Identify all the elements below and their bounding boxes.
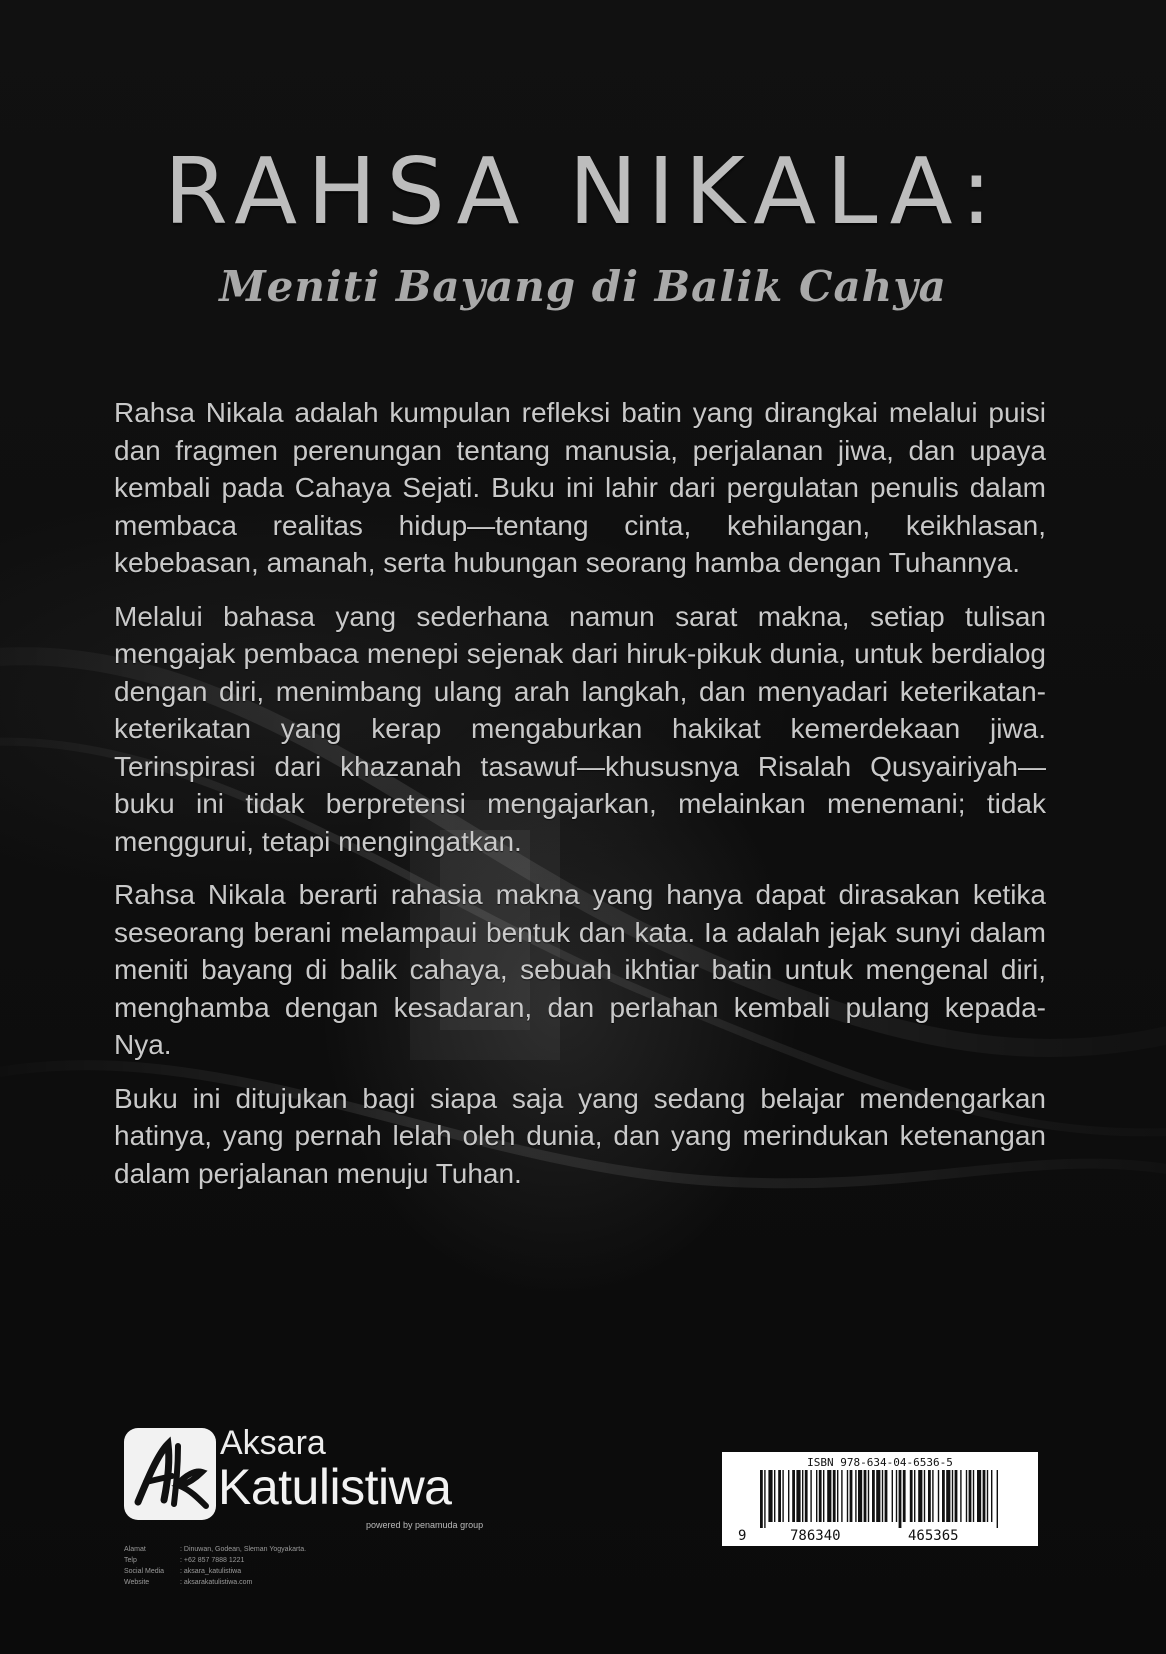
publisher-name-line1: Aksara	[220, 1424, 326, 1462]
contact-label: Social Media	[124, 1568, 165, 1575]
barcode-bars	[760, 1470, 1000, 1528]
blurb-paragraph: Rahsa Nikala berarti rahasia makna yang hanya dapat dirasakan ketika seseorang berani melampaui bentuk dan kata. Ia adalah jejak sunyi dalam meniti bayang di balik cahaya, sebuah ikhtiar batin untuk mengenal diri, menghamba dengan kesadaran, dan perlahan kembali pulang kepada-Nya.	[114, 879, 1046, 1060]
blurb-paragraph: Rahsa Nikala adalah kumpulan refleksi batin yang dirangkai melalui puisi dan fragmen perenungan tentang manusia, perjalanan jiwa, dan upaya kembali pada Cahaya Sejati. Buku ini lahir dari pergulatan penulis dalam membaca realitas hidup—tentang cinta, kehilangan, keikhlasan, kebebasan, amanah, serta hubungan seorang hamba dengan Tuhannya.	[114, 397, 1046, 578]
publisher-contact	[124, 1544, 306, 1588]
back-cover-blurb	[114, 394, 1046, 1208]
barcode-digit-first: 9	[738, 1528, 747, 1544]
barcode-digit-group1: 786340	[790, 1528, 841, 1544]
publisher-tagline: powered by penamuda group	[366, 1520, 484, 1530]
blurb-paragraph: Melalui bahasa yang sederhana namun sarat makna, setiap tulisan mengajak pembaca menepi sejenak dari hiruk-pikuk dunia, untuk berdialog dengan diri, menimbang ulang arah langkah, dan menyadari keterikatan-keterikatan yang kerap mengaburkan hakikat kemerdekaan jiwa. Terinspirasi dari khazanah tasawuf—khususnya Risalah Qusyairiyah—buku ini tidak berpretensi mengajarkan, melainkan menemani; tidak menggurui, tetapi mengingatkan.	[114, 600, 1046, 857]
contact-label: Alamat	[124, 1546, 146, 1553]
contact-row	[124, 1544, 306, 1555]
contact-value: : aksarakatulistiwa.com	[180, 1579, 253, 1586]
contact-row	[124, 1577, 306, 1588]
contact-value: : +62 857 7888 1221	[180, 1557, 245, 1564]
book-subtitle: Meniti Bayang di Balik Cahya	[219, 262, 947, 311]
isbn-label: ISBN 978-634-04-6536-5	[807, 1456, 953, 1469]
contact-row	[124, 1555, 306, 1566]
publisher-name-line2: Katulistiwa	[218, 1459, 452, 1515]
publisher-block	[124, 1424, 504, 1628]
contact-value: : Dinuwan, Godean, Sleman Yogyakarta.	[180, 1546, 307, 1553]
contact-value: : aksara_katulistiwa	[180, 1568, 242, 1575]
blurb-paragraph: Buku ini ditujukan bagi siapa saja yang sedang belajar mendengarkan hatinya, yang pernah lelah oleh dunia, dan yang merindukan ketenangan dalam perjalanan menuju Tuhan.	[114, 1082, 1046, 1189]
contact-label: Telp	[124, 1557, 137, 1564]
publisher-logo-icon	[124, 1428, 216, 1520]
barcode-digits	[722, 1528, 1038, 1544]
barcode-digit-group2: 465365	[908, 1528, 959, 1544]
contact-label: Website	[124, 1579, 150, 1586]
isbn-barcode	[722, 1452, 1038, 1546]
book-title: RAHSA NIKALA:	[164, 138, 1002, 245]
contact-row	[124, 1566, 306, 1577]
